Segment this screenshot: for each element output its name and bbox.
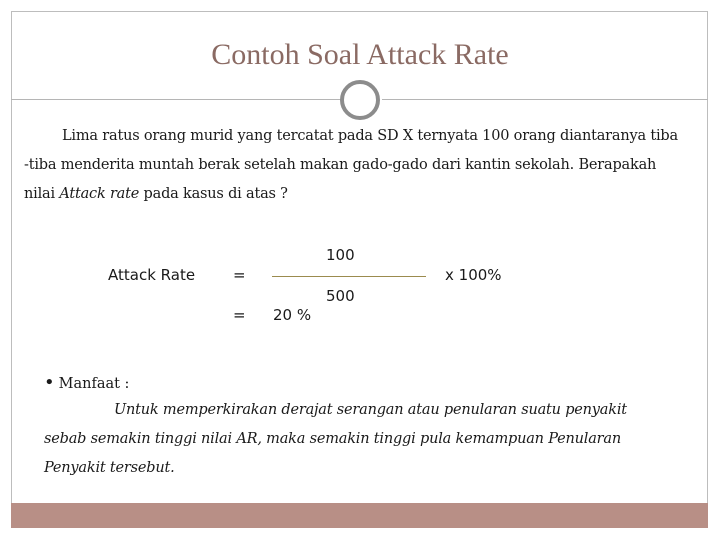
formula-equals-2: = — [233, 306, 246, 324]
divider-ring-icon — [340, 80, 380, 120]
problem-paragraph — [24, 122, 700, 209]
benefit-heading-row — [44, 372, 129, 393]
formula-numerator: 100 — [326, 246, 355, 264]
benefit-paragraph — [44, 396, 704, 483]
problem-line-3 — [24, 180, 700, 209]
benefit-line-1: Untuk memperkirakan derajat serangan atau penularan suatu penyakit — [114, 402, 627, 418]
benefit-line-3: Penyakit tersebut. — [44, 460, 175, 476]
formula-equals-1: = — [233, 266, 246, 284]
fraction-line — [272, 276, 426, 277]
benefit-line-2: sebab semakin tinggi nilai AR, maka semakin tinggi pula kemampuan Penularan — [44, 431, 621, 447]
problem-line-3-suffix: pada kasus di atas ? — [139, 186, 288, 202]
title-divider-left — [11, 99, 341, 100]
attack-rate-term: Attack rate — [59, 186, 140, 202]
problem-line-2: -tiba menderita muntah berak setelah makan gado-gado dari kantin sekolah. Berapakah — [24, 157, 657, 173]
problem-line-3-prefix: nilai — [24, 186, 60, 202]
bullet-icon: • — [44, 372, 55, 393]
formula-multiplier: x 100% — [445, 266, 502, 284]
formula-label: Attack Rate — [108, 266, 196, 284]
formula-result: 20 % — [273, 306, 312, 324]
slide-title: Contoh Soal Attack Rate — [211, 38, 509, 71]
problem-line-1: Lima ratus orang murid yang tercatat pada SD X ternyata 100 orang diantaranya tiba — [62, 128, 678, 144]
formula-denominator: 500 — [326, 287, 355, 305]
benefit-heading: Manfaat : — [58, 376, 130, 392]
footer-bar — [11, 503, 708, 528]
title-divider-right — [382, 99, 708, 100]
